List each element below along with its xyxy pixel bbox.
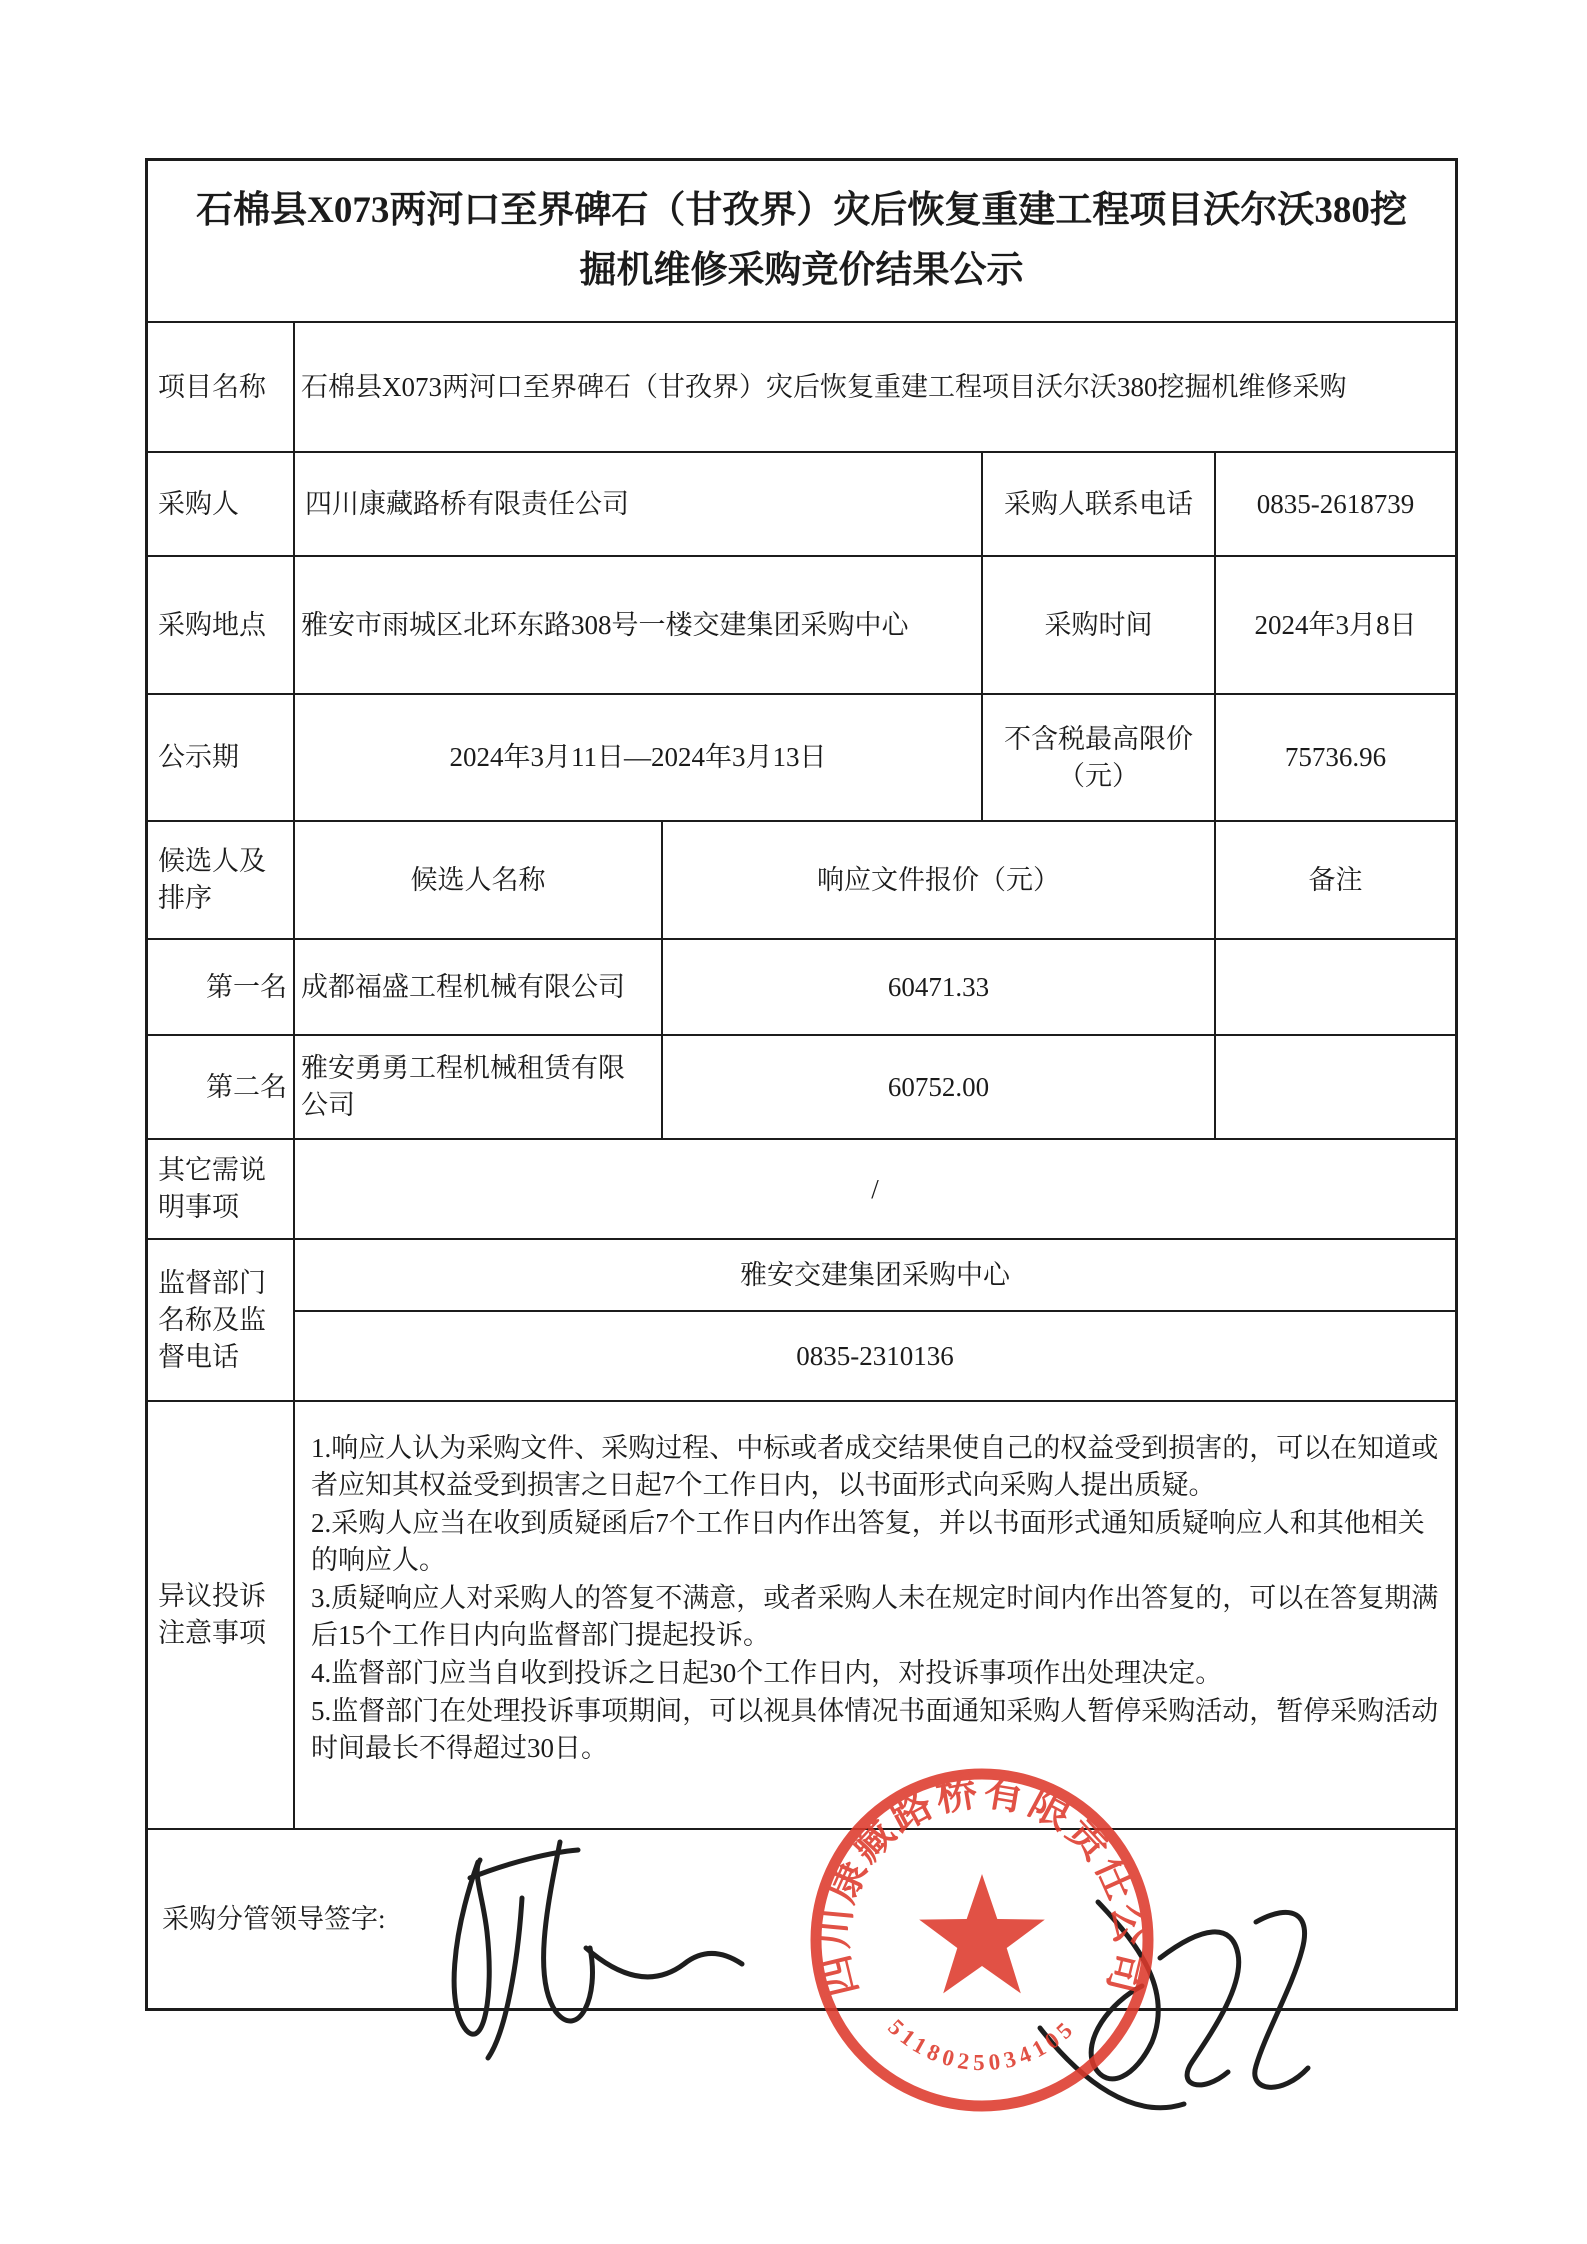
purchaser-phone-value: 0835-2618739 (1216, 453, 1455, 557)
supervision-phone: 0835-2310136 (295, 1312, 1455, 1402)
publicity-period-value: 2024年3月11日—2024年3月13日 (295, 695, 983, 822)
candidate-name: 成都福盛工程机械有限公司 (295, 940, 663, 1036)
seal-company-name: 四川康藏路桥有限责任公司 (809, 1767, 1155, 2002)
price-limit-value: 75736.96 (1216, 695, 1455, 822)
document-title: 石棉县X073两河口至界碑石（甘孜界）灾后恢复重建工程项目沃尔沃380挖掘机维修采购竞价结果公示 (148, 161, 1455, 323)
candidate-bid: 60471.33 (663, 940, 1216, 1036)
complaint-item-2: 2.采购人应当在收到质疑函后7个工作日内作出答复，并以书面形式通知质疑响应人和其他相关的响应人。 (311, 1508, 1425, 1575)
purchaser-phone-label: 采购人联系电话 (983, 453, 1216, 557)
complaint-label: 异议投诉注意事项 (148, 1402, 295, 1830)
complaint-item-1: 1.响应人认为采购文件、采购过程、中标或者成交结果使自己的权益受到损害的，可以在知道或者应知其权益受到损害之日起7个工作日内，以书面形式向采购人提出质疑。 (311, 1433, 1439, 1500)
project-name-label: 项目名称 (148, 323, 295, 453)
candidate-remark (1216, 1036, 1455, 1140)
other-notes-value: / (295, 1140, 1455, 1240)
candidate-bid-header: 响应文件报价（元） (663, 822, 1216, 940)
purchase-time-value: 2024年3月8日 (1216, 557, 1455, 695)
purchaser-label: 采购人 (148, 453, 295, 557)
procurement-result-table (145, 158, 1458, 2011)
complaint-notes (295, 1402, 1455, 1830)
complaint-item-3: 3.质疑响应人对采购人的答复不满意，或者采购人未在规定时间内作出答复的，可以在答复期满后15个工作日内向监督部门提起投诉。 (311, 1583, 1439, 1650)
purchase-time-label: 采购时间 (983, 557, 1216, 695)
candidate-bid: 60752.00 (663, 1036, 1216, 1140)
svg-text:5118025034105 (883, 2014, 1080, 2075)
candidate-rank: 第一名 (148, 940, 295, 1036)
candidate-name: 雅安勇勇工程机械租赁有限公司 (295, 1036, 663, 1140)
candidates-label: 候选人及排序 (148, 822, 295, 940)
price-limit-label: 不含税最高限价（元） (983, 695, 1216, 822)
candidate-name-header: 候选人名称 (295, 822, 663, 940)
signature-label: 采购分管领导签字: (162, 1903, 386, 1934)
purchaser-value: 四川康藏路桥有限责任公司 (295, 453, 983, 557)
candidate-remark-header: 备注 (1216, 822, 1455, 940)
supervision-name: 雅安交建集团采购中心 (295, 1240, 1455, 1312)
seal-registration-number: 5118025034105 (883, 2014, 1081, 2076)
project-name-value: 石棉县X073两河口至界碑石（甘孜界）灾后恢复重建工程项目沃尔沃380挖掘机维修采购 (295, 323, 1455, 453)
other-notes-label: 其它需说明事项 (148, 1140, 295, 1240)
publicity-period-label: 公示期 (148, 695, 295, 822)
complaint-item-5: 5.监督部门在处理投诉事项期间，可以视具体情况书面通知采购人暂停采购活动，暂停采购活动时间最长不得超过30日。 (311, 1696, 1439, 1763)
supervision-label: 监督部门名称及监督电话 (148, 1240, 295, 1402)
candidate-rank: 第二名 (148, 1036, 295, 1140)
candidate-remark (1216, 940, 1455, 1036)
complaint-item-4: 4.监督部门应当自收到投诉之日起30个工作日内，对投诉事项作出处理决定。 (311, 1658, 1223, 1688)
signature-row (148, 1830, 1455, 2008)
location-value: 雅安市雨城区北环东路308号一楼交建集团采购中心 (295, 557, 983, 695)
location-label: 采购地点 (148, 557, 295, 695)
